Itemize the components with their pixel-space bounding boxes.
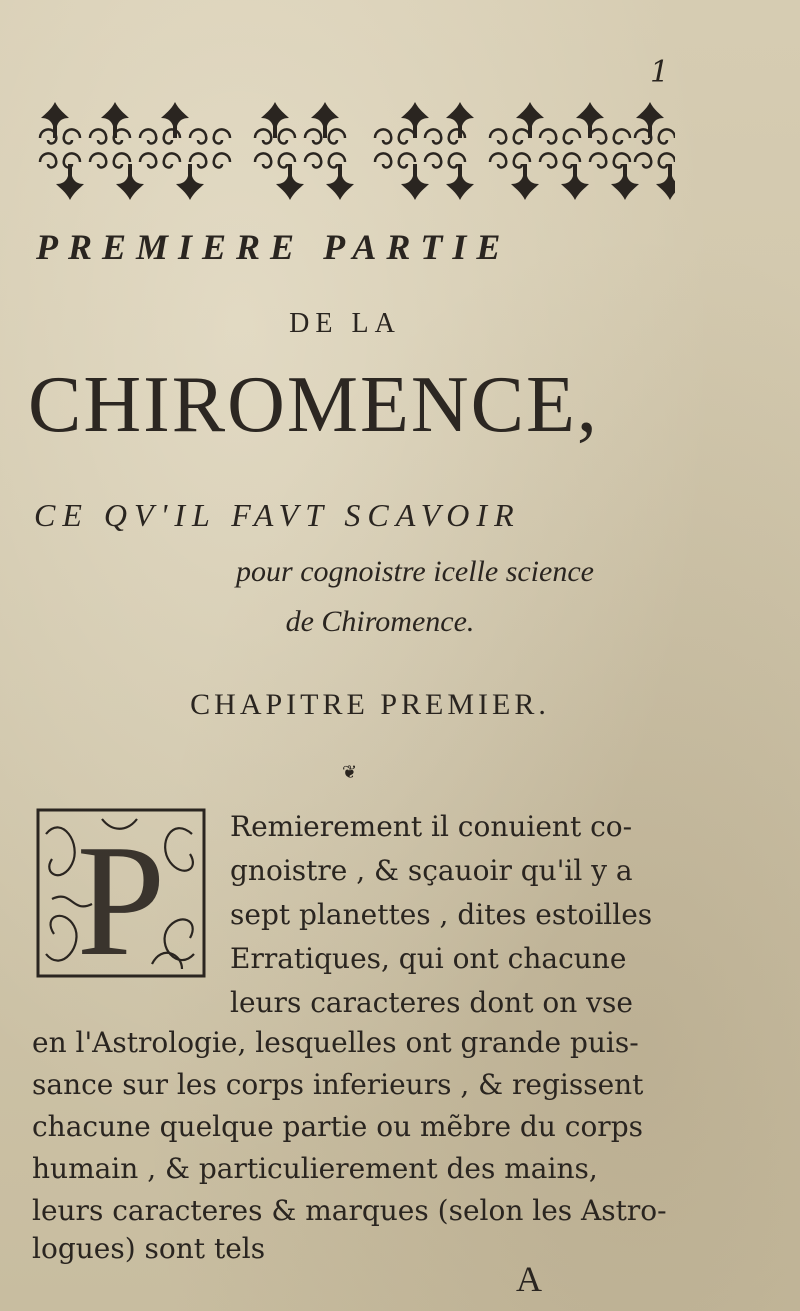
body-line: leurs caracteres dont on vse xyxy=(230,986,633,1019)
main-title: CHIROMENCE, xyxy=(28,361,599,449)
de-la-heading: DE LA xyxy=(289,308,401,339)
subtitle-line-3: de Chiromence. xyxy=(285,605,475,638)
body-line: Remierement il conuient co- xyxy=(230,810,633,843)
fleuron-ornament-band xyxy=(30,100,675,200)
page-number: 1 xyxy=(650,55,670,90)
body-line: chacune quelque partie ou mẽbre du corps xyxy=(32,1110,643,1143)
body-line: humain , & particulierement des mains, xyxy=(32,1152,598,1185)
part-title: PREMIERE PARTIE xyxy=(36,227,511,267)
subtitle-caps: CE QV'IL FAVT SCAVOIR xyxy=(34,497,521,533)
chapter-heading: CHAPITRE PREMIER. xyxy=(190,688,550,721)
body-text xyxy=(0,805,800,1285)
body-line: sance sur les corps inferieurs , & regissent xyxy=(32,1068,644,1101)
fleuron-bullet: ❦ xyxy=(342,762,358,783)
decorated-initial-letter: P xyxy=(76,811,166,982)
body-line: leurs caracteres & marques (selon les Astro- xyxy=(32,1194,667,1227)
subtitle-line-2: pour cognoistre icelle science xyxy=(236,555,594,588)
body-line: Erratiques, qui ont chacune xyxy=(230,942,627,975)
body-line: gnoistre , & sçauoir qu'il y a xyxy=(230,854,633,887)
catchword-signature: A xyxy=(516,1259,542,1299)
body-line: en l'Astrologie, lesquelles ont grande puis- xyxy=(32,1026,639,1059)
body-line: sept planettes , dites estoilles xyxy=(230,898,653,931)
body-line: logues) sont tels xyxy=(32,1232,266,1265)
